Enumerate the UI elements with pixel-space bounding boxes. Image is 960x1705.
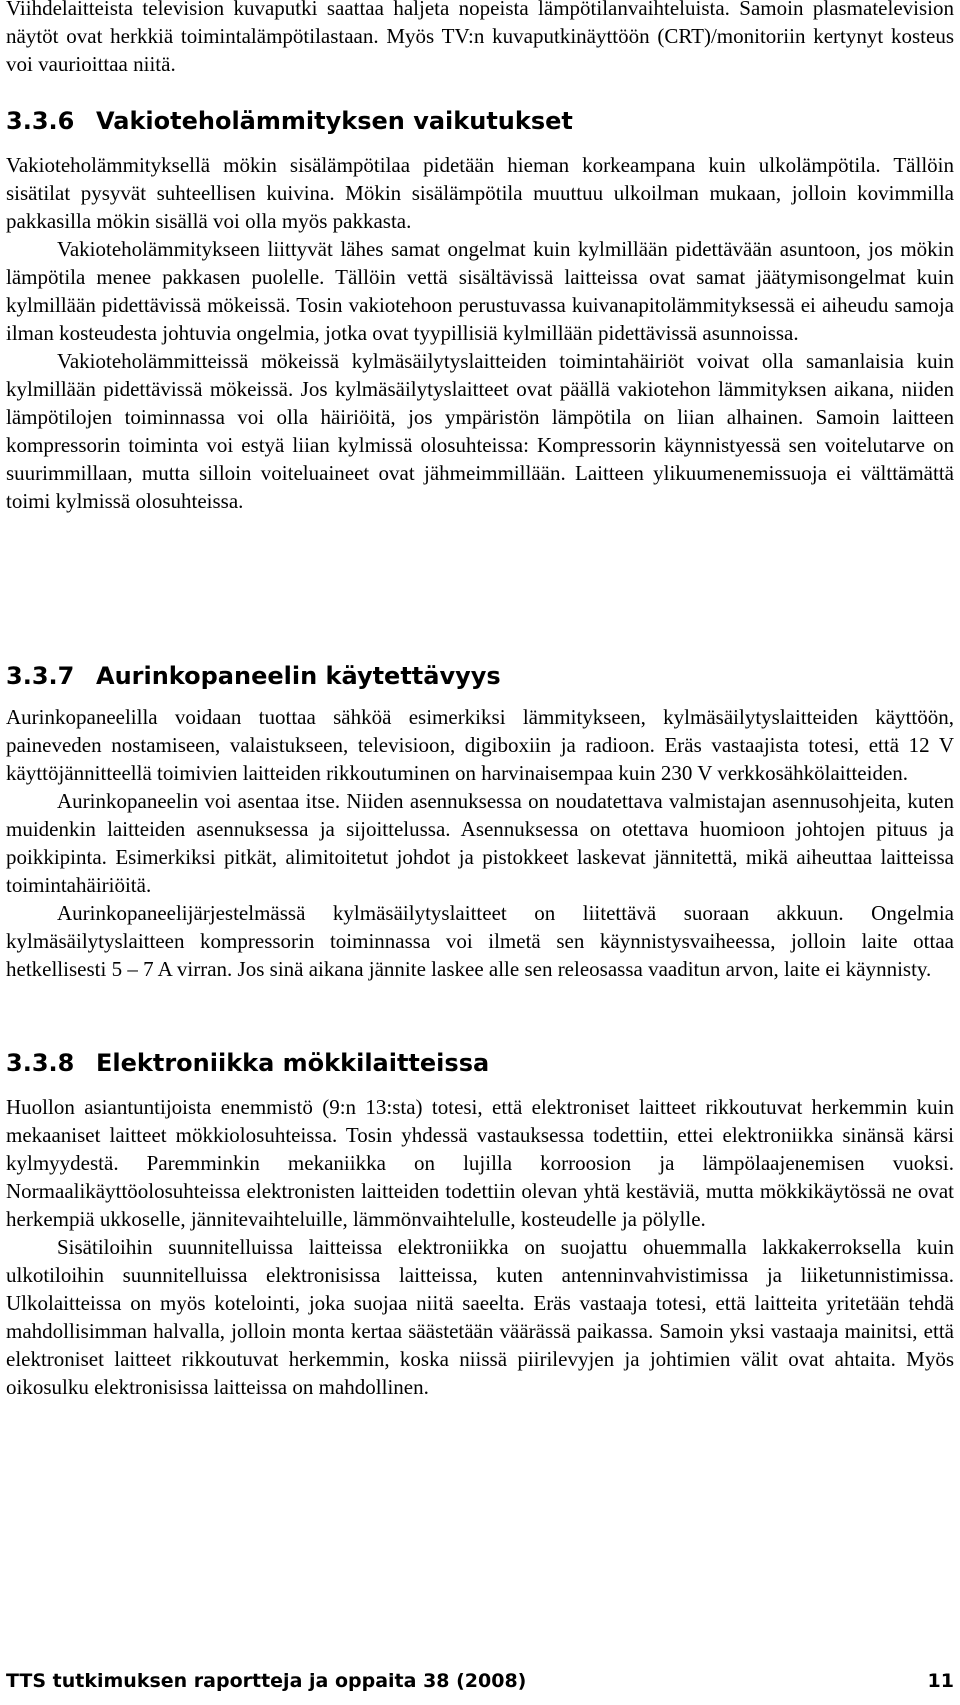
paragraph: Aurinkopaneelilla voidaan tuottaa sähköä esimerkiksi lämmitykseen, kylmäsäilytyslaitteiden käyttöön, paineveden nostamiseen, valaistukseen, televisioon, digiboxiin ja radioon. Eräs vastaajista totesi, että 12 V käyttöjännitteellä toimivien laitteiden rikkoutuminen on harvinaisempaa kuin 230 V verkkosähkölaitteiden. bbox=[6, 705, 954, 785]
section-body bbox=[6, 151, 954, 515]
section-number: 3.3.6 bbox=[6, 107, 75, 135]
section-title: Aurinkopaneelin käytettävyys bbox=[96, 662, 501, 690]
paragraph: Vakioteholämmitteissä mökeissä kylmäsäilytyslaitteiden toimintahäiriöt voivat olla samanlaisia kuin kylmillään pidettävissä mökeissä. Jos kylmäsäilytyslaitteet ovat päällä vakiotehon lämmityksen aikana, niiden lämpötilojen toiminnassa voi olla häiriöitä, jos ympäristön lämpötila on liian alhainen. Samoin laitteen kompressorin toiminta voi estyä liian kylmissä olosuhteissa: Kompressorin käynnistyessä sen voitelutarve on suurimmillaan, mutta silloin voiteluaineet ovat jähmeimmillään. Laitteen ylikuumenemissuoja ei välttämättä toimi kylmissä olosuhteissa. bbox=[6, 349, 954, 513]
section-title: Vakioteholämmityksen vaikutukset bbox=[96, 107, 573, 135]
section-number: 3.3.8 bbox=[6, 1049, 75, 1077]
page-footer bbox=[6, 1668, 954, 1694]
section-heading-3-3-6 bbox=[6, 106, 573, 136]
paragraph: Vakioteholämmitykseen liittyvät lähes samat ongelmat kuin kylmillään pidettävään asuntoon, jos mökin lämpötila menee pakkasen puolelle. Tällöin vettä sisältävissä laitteissa ovat samat jäätymisongelmat kuin kylmillään pidettävissä mökeissä. Tosin vakiotehoon perustuvassa kuivanapitolämmityksessä ei aiheudu samoja ilman kosteudesta johtuvia ongelmia, jotka ovat tyypillisiä kylmillään pidettävissä asunnoissa. bbox=[6, 237, 954, 345]
section-number: 3.3.7 bbox=[6, 662, 75, 690]
paragraph: Vakioteholämmityksellä mökin sisälämpötilaa pidetään hieman korkeampana kuin ulkolämpötila. Tällöin sisätilat pysyvät suhteellisen kuivina. Mökin sisälämpötila muuttuu ulkoilman mukaan, jolloin kovimmilla pakkasilla mökin sisällä voi olla myös pakkasta. bbox=[6, 153, 954, 233]
paragraph: Aurinkopaneelijärjestelmässä kylmäsäilytyslaitteet on liitettävä suoraan akkuun. Ongelmia kylmäsäilytyslaitteen kompressorin toiminnassa voi ilmetä sen käynnistysvaiheessa, jolloin laite ottaa hetkellisesti 5 – 7 A virran. Jos sinä aikana jännite laskee alle sen releosassa vaaditun arvon, laite ei käynnisty. bbox=[6, 901, 954, 981]
paragraph: Sisätiloihin suunnitelluissa laitteissa elektroniikka on suojattu ohuemmalla lakkakerroksella kuin ulkotiloihin suunnitelluissa elektronisissa laitteissa, kuten antenninvahvistimissa ja liiketunnistimissa. Ulkolaitteissa on myös kotelointi, joka suojaa niitä saeelta. Eräs vastaaja totesi, että laitteita yritetään tehdä mahdollisimman halvalla, jolloin monta kertaa säästetään väärässä paikassa. Samoin yksi vastaaja mainitsi, että elektroniset laitteet rikkoutuvat herkemmin, koska niissä piirilevyjen ja johtimien välit ovat ahtaita. Myös oikosulku elektronisissa laitteissa on mahdollinen. bbox=[6, 1235, 954, 1399]
body-text bbox=[6, 0, 954, 78]
section-body bbox=[6, 1093, 954, 1401]
page-number: 11 bbox=[927, 1670, 954, 1692]
section-heading-3-3-8 bbox=[6, 1048, 489, 1078]
paragraph: Huollon asiantuntijoista enemmistö (9:n 13:sta) totesi, että elektroniset laitteet rikkoutuvat herkemmin kuin mekaaniset laitteet mökkiolosuhteissa. Tosin yhdessä vastauksessa todettiin, ettei elektroniikka sinänsä kärsi kylmyydestä. Paremminkin mekaniikka on lujilla korroosion ja lämpölaajenemisen vuoksi. Normaalikäyttöolosuhteissa elektronisten laitteiden todettiin olevan yhtä kestäviä, mutta mökkikäytössä ne ovat herkempiä ukkoselle, jännitevaihteluille, lämmönvaihtelulle, kosteudelle ja pölylle. bbox=[6, 1095, 954, 1231]
section-heading-3-3-7 bbox=[6, 661, 501, 691]
section-body bbox=[6, 703, 954, 983]
paragraph: Viihdelaitteista television kuvaputki saattaa haljeta nopeista lämpötilanvaihteluista. Samoin plasmatelevision näytöt ovat herkkiä toimintalämpötilastaan. Myös TV:n kuvaputkinäyttöön (CRT)/monitoriin kertynyt kosteus voi vaurioittaa niitä. bbox=[6, 0, 954, 76]
paragraph: Aurinkopaneelin voi asentaa itse. Niiden asennuksessa on noudatettava valmistajan asennusohjeita, kuten muidenkin laitteiden asennuksessa ja sijoittelussa. Asennuksessa on otettava huomioon johtojen pituus ja poikkipinta. Esimerkiksi pitkät, alimitoitetut johdot ja pistokkeet laskevat jännitettä, mikä aiheuttaa laitteissa toimintahäiriöitä. bbox=[6, 789, 954, 897]
section-title: Elektroniikka mökkilaitteissa bbox=[96, 1049, 490, 1077]
footer-series-title: TTS tutkimuksen raportteja ja oppaita 38 (2008) bbox=[6, 1670, 527, 1692]
